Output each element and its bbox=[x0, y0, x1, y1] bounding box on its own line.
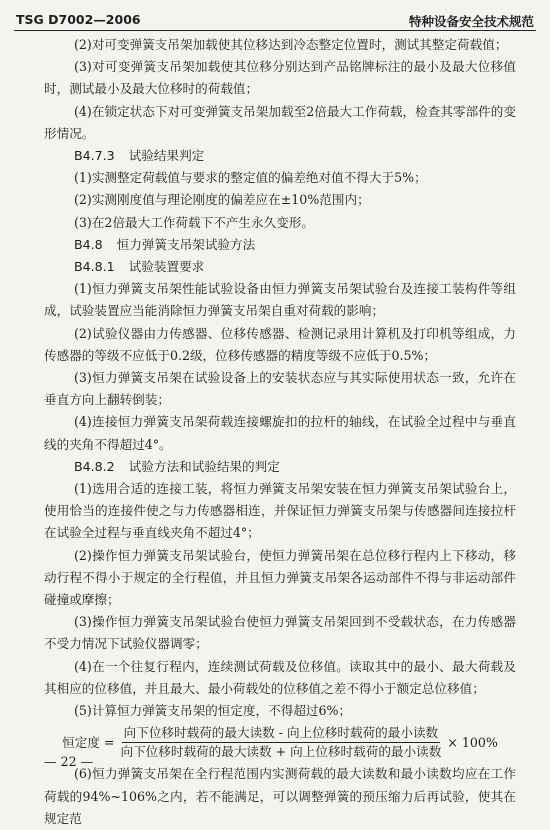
document-series-title: 特种设备安全技术规范 bbox=[408, 14, 534, 29]
section-title: 试验方法和试验结果的判定 bbox=[128, 458, 280, 474]
paragraph: (4)连接恒力弹簧支吊架荷载连接螺旋扣的拉杆的轴线，在试验全过程中与垂直线的夹角不得超过4°。 bbox=[44, 414, 516, 452]
page-header bbox=[14, 8, 536, 31]
section-heading bbox=[44, 145, 516, 167]
section-title: 恒力弹簧支吊架试验方法 bbox=[116, 236, 256, 252]
paragraph: (1)恒力弹簧支吊架性能试验设备由恒力弹簧支吊架试验台及连接工装构件等组成，试验装置应当能消除恒力弹簧支吊架自重对荷载的影响； bbox=[44, 281, 516, 319]
section-number: B4.8 bbox=[74, 236, 103, 252]
section-number: B4.8.1 bbox=[74, 259, 115, 275]
formula-numerator: 向下位移时载荷的最大读数 - 向上位移时载荷的最小读数 bbox=[122, 724, 441, 743]
constancy-formula bbox=[44, 724, 516, 761]
paragraph: (3)对可变弹簧支吊架加载使其位移分别达到产品铭牌标注的最小及最大位移值时，测试最小及最大位移时的荷载值； bbox=[44, 59, 516, 97]
section-number: B4.7.3 bbox=[74, 148, 115, 164]
formula-denominator: 向下位移时载荷的最大读数 + 向上位移时载荷的最小读数 bbox=[120, 744, 442, 760]
section-heading bbox=[44, 456, 516, 478]
paragraph: (1)选用合适的连接工装，将恒力弹簧支吊架安装在恒力弹簧支吊架试验台上，使用恰当的连接件使之与力传感器相连，并保证恒力弹簧支吊架与传感器间连接拉杆在试验全过程与垂直线夹角不超过4°； bbox=[44, 481, 516, 541]
paragraph: (2)操作恒力弹簧支吊架试验台，使恒力弹簧吊架在总位移行程内上下移动，移动行程不得小于规定的全行程值，并且恒力弹簧支吊架各运动部件不得与非运动部件碰撞或摩擦； bbox=[44, 547, 516, 608]
section-number: B4.8.2 bbox=[74, 458, 115, 474]
formula-lhs: 恒定度 = bbox=[62, 734, 115, 750]
paragraph: (2)实测刚度值与理论刚度的偏差应在±10%范围内； bbox=[74, 192, 370, 208]
paragraph: (2)试验仪器由力传感器、位移传感器、检测记录用计算机及打印机等组成，力传感器的等级不应低于0.2级，位移传感器的精度等级不应低于0.5%； bbox=[44, 325, 516, 363]
paragraph: (6)恒力弹簧支吊架在全行程范围内实测荷载的最大读数和最小读数均应在工作荷载的94%~106%之内，若不能满足，可以调整弹簧的预压缩力后再试验，使其在规定范 bbox=[44, 766, 516, 826]
paragraph: (4)在锁定状态下对可变弹簧支吊架加载至2倍最大工作荷载，检查其零部件的变形情况。 bbox=[44, 103, 516, 141]
paragraph: (4)在一个往复行程内，连续测试荷载及位移值。读取其中的最小、最大荷载及其相应的位移值，并且最大、最小荷载处的位移值之差不得小于额定总位移值； bbox=[44, 658, 516, 696]
paragraph: (3)恒力弹簧支吊架在试验设备上的安装状态应与其实际使用状态一致，允许在垂直方向上翻转倒装； bbox=[44, 370, 516, 408]
paragraph: (3)在2倍最大工作荷载下不产生永久变形。 bbox=[74, 214, 314, 230]
page-number: — 22 — bbox=[44, 754, 94, 769]
section-title: 试验装置要求 bbox=[128, 259, 205, 275]
section-title: 试验结果判定 bbox=[128, 148, 205, 164]
paragraph: (3)操作恒力弹簧支吊架试验台使恒力弹簧支吊架回到不受载状态，在力传感器不受力情况下试验仪器调零； bbox=[44, 614, 516, 652]
paragraph: (2)对可变弹簧支吊架加载使其位移达到冷态整定位置时，测试其整定荷载值； bbox=[74, 37, 508, 52]
page-body bbox=[44, 34, 516, 830]
paragraph: (1)实测整定荷载值与要求的整定值的偏差绝对值不得大于5%； bbox=[74, 170, 427, 186]
section-heading bbox=[44, 234, 516, 256]
document-code: TSG D7002—2006 bbox=[16, 12, 141, 27]
paragraph: (5)计算恒力弹簧支吊架的恒定度，不得超过6%； bbox=[74, 703, 352, 719]
section-heading bbox=[44, 256, 516, 278]
formula-fraction bbox=[118, 724, 443, 761]
formula-multiplier: × 100% bbox=[447, 734, 498, 750]
